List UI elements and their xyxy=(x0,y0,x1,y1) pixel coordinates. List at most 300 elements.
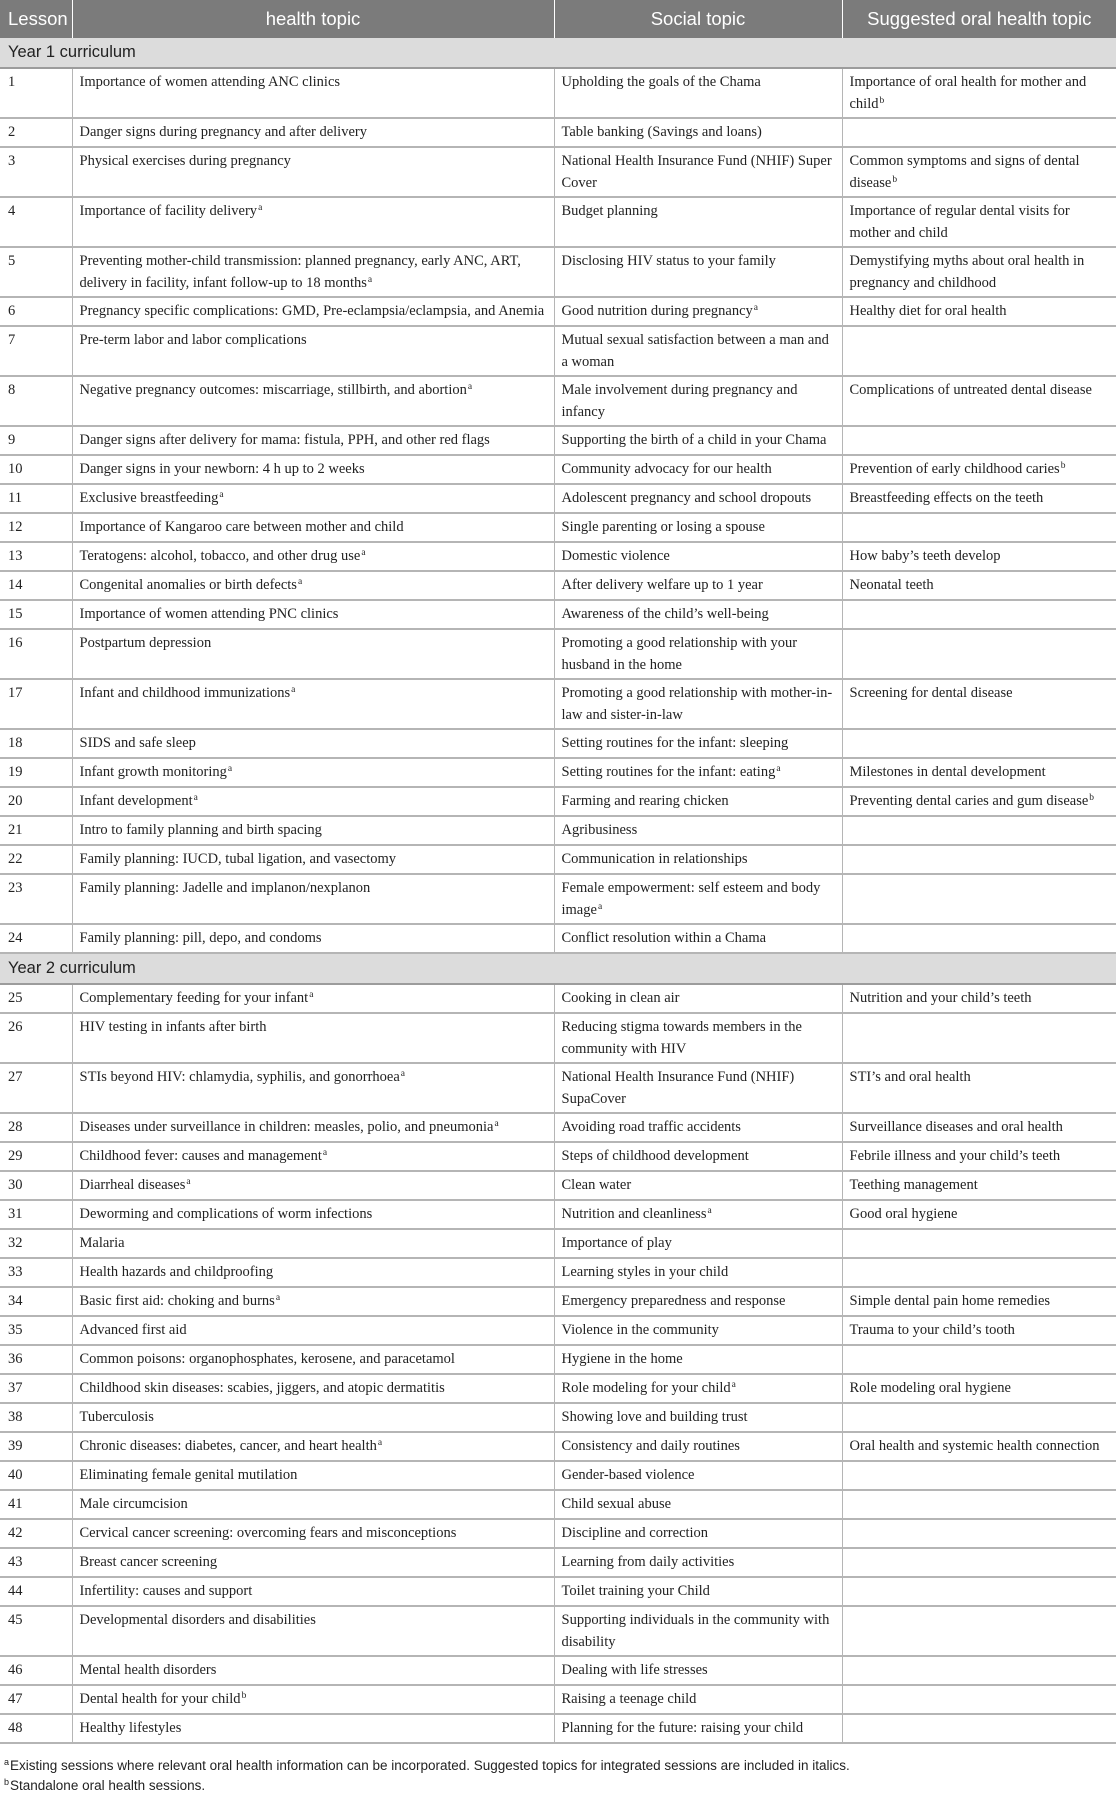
table-row xyxy=(0,1432,1116,1461)
lesson-number-text: 37 xyxy=(8,1380,23,1396)
social-topic xyxy=(554,1577,842,1606)
social-topic xyxy=(554,297,842,326)
oral-health-topic xyxy=(842,1374,1116,1403)
footnote-marker: a xyxy=(297,577,303,587)
social-topic xyxy=(554,197,842,247)
health-topic xyxy=(72,758,554,787)
oral-health-topic xyxy=(842,1113,1116,1142)
health-topic xyxy=(72,1113,554,1142)
social-topic xyxy=(554,729,842,758)
lesson-number xyxy=(0,147,72,197)
lesson-number xyxy=(0,845,72,874)
social-topic-text: Adolescent pregnancy and school dropouts xyxy=(561,490,812,506)
table-row xyxy=(0,1316,1116,1345)
table-row xyxy=(0,1519,1116,1548)
health-topic-text: Importance of facility delivery xyxy=(79,203,258,219)
social-topic xyxy=(554,326,842,376)
oral-health-topic xyxy=(842,629,1116,679)
footnote-marker: a xyxy=(291,685,296,695)
health-topic xyxy=(72,68,554,118)
lesson-number-text: 41 xyxy=(8,1496,23,1512)
health-topic-text: Childhood fever: causes and management xyxy=(79,1148,322,1164)
social-topic-text: Communication in relationships xyxy=(561,851,748,867)
lesson-number-text: 31 xyxy=(8,1206,23,1222)
social-topic-text: Steps of childhood development xyxy=(561,1148,749,1164)
table-row xyxy=(0,1374,1116,1403)
header-lesson: Lesson xyxy=(0,0,72,38)
social-topic xyxy=(554,1403,842,1432)
lesson-number-text: 3 xyxy=(8,153,16,169)
oral-health-topic xyxy=(842,787,1116,816)
lesson-number xyxy=(0,542,72,571)
header-social-topic: Social topic xyxy=(554,0,842,38)
health-topic-text: Danger signs in your newborn: 4 h up to 2 weeks xyxy=(79,461,365,477)
oral-health-topic xyxy=(842,1656,1116,1685)
health-topic xyxy=(72,1606,554,1656)
social-topic xyxy=(554,1656,842,1685)
social-topic xyxy=(554,1374,842,1403)
health-topic xyxy=(72,1063,554,1113)
lesson-number-text: 14 xyxy=(8,577,23,593)
lesson-number xyxy=(0,1142,72,1171)
footnote-mark: b xyxy=(4,1777,10,1787)
lesson-number-text: 47 xyxy=(8,1691,23,1707)
health-topic xyxy=(72,542,554,571)
social-topic-text: Mutual sexual satisfaction between a man and a woman xyxy=(561,332,829,370)
social-topic xyxy=(554,1345,842,1374)
table-row xyxy=(0,816,1116,845)
oral-health-topic xyxy=(842,1519,1116,1548)
lesson-number xyxy=(0,1606,72,1656)
table-row xyxy=(0,1063,1116,1113)
health-topic xyxy=(72,1013,554,1063)
section-header-row xyxy=(0,953,1116,984)
lesson-number-text: 18 xyxy=(8,735,23,751)
social-topic-text: Hygiene in the home xyxy=(561,1351,683,1367)
health-topic-text: Developmental disorders and disabilities xyxy=(79,1612,316,1628)
oral-health-topic-text: Neonatal teeth xyxy=(849,577,934,593)
footnote-marker: b xyxy=(1060,461,1066,471)
social-topic xyxy=(554,1490,842,1519)
oral-health-topic-text: Trauma to your child’s tooth xyxy=(849,1322,1015,1338)
footnote-text: Existing sessions where relevant oral health information can be incorporated. Suggested topics for integrated sessions are included in italics. xyxy=(10,1758,850,1773)
lesson-number xyxy=(0,1258,72,1287)
lesson-number xyxy=(0,1229,72,1258)
footnote-marker: a xyxy=(400,1069,406,1079)
lesson-number-text: 38 xyxy=(8,1409,23,1425)
health-topic xyxy=(72,1345,554,1374)
health-topic-text: Importance of women attending PNC clinics xyxy=(79,606,339,622)
lesson-number xyxy=(0,571,72,600)
oral-health-topic xyxy=(842,1063,1116,1113)
lesson-number-text: 9 xyxy=(8,432,16,448)
oral-health-topic xyxy=(842,1577,1116,1606)
lesson-number xyxy=(0,1316,72,1345)
health-topic-text: Preventing mother-child transmission: planned pregnancy, early ANC, ART, delivery in facility, infant follow-up to 18 months xyxy=(79,253,521,291)
lesson-number-text: 1 xyxy=(8,74,16,90)
table-row xyxy=(0,874,1116,924)
health-topic-text: Teratogens: alcohol, tobacco, and other drug use xyxy=(79,548,361,564)
lesson-number-text: 13 xyxy=(8,548,23,564)
health-topic xyxy=(72,571,554,600)
social-topic-text: Cooking in clean air xyxy=(561,990,680,1006)
footnote-marker: a xyxy=(494,1119,499,1129)
health-topic-text: Physical exercises during pregnancy xyxy=(79,153,291,169)
footnote-marker: a xyxy=(258,203,263,213)
social-topic-text: Male involvement during pregnancy and infancy xyxy=(561,382,798,420)
footnote-marker: a xyxy=(219,490,224,500)
lesson-number xyxy=(0,629,72,679)
table-row xyxy=(0,513,1116,542)
lesson-number-text: 25 xyxy=(8,990,23,1006)
social-topic-text: Child sexual abuse xyxy=(561,1496,672,1512)
health-topic-text: Infant and childhood immunizations xyxy=(79,685,291,701)
health-topic-text: Deworming and complications of worm infections xyxy=(79,1206,373,1222)
lesson-number-text: 40 xyxy=(8,1467,23,1483)
oral-health-topic xyxy=(842,68,1116,118)
lesson-number xyxy=(0,1461,72,1490)
health-topic-text: Pre-term labor and labor complications xyxy=(79,332,307,348)
social-topic-text: Raising a teenage child xyxy=(561,1691,697,1707)
lesson-number xyxy=(0,600,72,629)
health-topic xyxy=(72,1200,554,1229)
health-topic-text: Dental health for your child xyxy=(79,1691,241,1707)
oral-health-topic-text: Breastfeeding effects on the teeth xyxy=(849,490,1044,506)
table-row xyxy=(0,197,1116,247)
lesson-number xyxy=(0,247,72,297)
lesson-number-text: 17 xyxy=(8,685,23,701)
social-topic xyxy=(554,376,842,426)
social-topic-text: Learning styles in your child xyxy=(561,1264,729,1280)
health-topic-text: Malaria xyxy=(79,1235,125,1251)
social-topic xyxy=(554,542,842,571)
oral-health-topic-text: Oral health and systemic health connection xyxy=(849,1438,1100,1454)
section-title: Year 2 curriculum xyxy=(0,953,1116,984)
health-topic-text: Diarrheal diseases xyxy=(79,1177,186,1193)
lesson-number-text: 22 xyxy=(8,851,23,867)
health-topic xyxy=(72,247,554,297)
oral-health-topic-text: Milestones in dental development xyxy=(849,764,1046,780)
health-topic xyxy=(72,455,554,484)
social-topic xyxy=(554,484,842,513)
health-topic xyxy=(72,1461,554,1490)
footnote-marker: a xyxy=(361,548,366,558)
health-topic xyxy=(72,1432,554,1461)
social-topic-text: Role modeling for your child xyxy=(561,1380,731,1396)
lesson-number xyxy=(0,1403,72,1432)
table-row xyxy=(0,147,1116,197)
social-topic-text: Nutrition and cleanliness xyxy=(561,1206,707,1222)
oral-health-topic xyxy=(842,758,1116,787)
lesson-number-text: 34 xyxy=(8,1293,23,1309)
table-row xyxy=(0,758,1116,787)
lesson-number-text: 28 xyxy=(8,1119,23,1135)
health-topic-text: Male circumcision xyxy=(79,1496,188,1512)
oral-health-topic xyxy=(842,197,1116,247)
lesson-number-text: 8 xyxy=(8,382,16,398)
table-row xyxy=(0,571,1116,600)
health-topic-text: Advanced first aid xyxy=(79,1322,187,1338)
footnote-marker: b xyxy=(879,95,885,106)
social-topic xyxy=(554,874,842,924)
social-topic-text: Showing love and building trust xyxy=(561,1409,748,1425)
social-topic-text: Consistency and daily routines xyxy=(561,1438,740,1454)
lesson-number-text: 7 xyxy=(8,332,16,348)
lesson-number-text: 45 xyxy=(8,1612,23,1628)
health-topic-text: Chronic diseases: diabetes, cancer, and heart health xyxy=(79,1438,377,1454)
section-title: Year 1 curriculum xyxy=(0,38,1116,68)
footnote-marker: a xyxy=(275,1293,281,1303)
health-topic xyxy=(72,297,554,326)
health-topic xyxy=(72,1490,554,1519)
lesson-number xyxy=(0,984,72,1013)
social-topic xyxy=(554,816,842,845)
health-topic xyxy=(72,1403,554,1432)
footnote-marker: a xyxy=(731,1380,736,1390)
social-topic xyxy=(554,1013,842,1063)
lesson-number xyxy=(0,197,72,247)
table-row xyxy=(0,542,1116,571)
health-topic-text: Diseases under surveillance in children: measles, polio, and pneumonia xyxy=(79,1119,494,1135)
table-row xyxy=(0,455,1116,484)
oral-health-topic xyxy=(842,1685,1116,1714)
table-row xyxy=(0,1461,1116,1490)
social-topic-text: Female empowerment: self esteem and body image xyxy=(561,880,821,918)
social-topic xyxy=(554,118,842,147)
social-topic-text: Discipline and correction xyxy=(561,1525,709,1541)
table-row xyxy=(0,1345,1116,1374)
health-topic xyxy=(72,874,554,924)
oral-health-topic xyxy=(842,1258,1116,1287)
social-topic xyxy=(554,924,842,953)
social-topic-text: Supporting the birth of a child in your Chama xyxy=(561,432,827,448)
social-topic xyxy=(554,600,842,629)
social-topic-text: Table banking (Savings and loans) xyxy=(561,124,762,140)
footnote xyxy=(4,1776,1112,1796)
table-row xyxy=(0,1013,1116,1063)
lesson-number xyxy=(0,787,72,816)
lesson-number xyxy=(0,118,72,147)
lesson-number xyxy=(0,1714,72,1743)
lesson-number xyxy=(0,758,72,787)
lesson-number-text: 11 xyxy=(8,490,22,506)
lesson-number-text: 29 xyxy=(8,1148,23,1164)
table-row xyxy=(0,1577,1116,1606)
footnote-marker: a xyxy=(193,793,198,803)
lesson-number-text: 43 xyxy=(8,1554,23,1570)
health-topic-text: STIs beyond HIV: chlamydia, syphilis, and gonorrhoea xyxy=(79,1069,400,1085)
table-row xyxy=(0,1200,1116,1229)
footnotes xyxy=(0,1744,1116,1796)
social-topic xyxy=(554,629,842,679)
oral-health-topic xyxy=(842,924,1116,953)
social-topic-text: Gender-based violence xyxy=(561,1467,695,1483)
lesson-number xyxy=(0,1519,72,1548)
lesson-number xyxy=(0,1548,72,1577)
social-topic-text: Dealing with life stresses xyxy=(561,1662,708,1678)
health-topic-text: SIDS and safe sleep xyxy=(79,735,196,751)
oral-health-topic-text: Surveillance diseases and oral health xyxy=(849,1119,1063,1135)
table-row xyxy=(0,1287,1116,1316)
section-header-row xyxy=(0,38,1116,68)
social-topic xyxy=(554,1685,842,1714)
social-topic-text: Emergency preparedness and response xyxy=(561,1293,786,1309)
social-topic xyxy=(554,147,842,197)
oral-health-topic xyxy=(842,118,1116,147)
social-topic xyxy=(554,787,842,816)
footnote-marker: a xyxy=(227,764,233,774)
health-topic xyxy=(72,729,554,758)
health-topic-text: Common poisons: organophosphates, kerosene, and paracetamol xyxy=(79,1351,455,1367)
health-topic xyxy=(72,1714,554,1743)
social-topic xyxy=(554,1229,842,1258)
table-body xyxy=(0,38,1116,1743)
health-topic xyxy=(72,1258,554,1287)
social-topic xyxy=(554,1142,842,1171)
lesson-number xyxy=(0,1656,72,1685)
table-row xyxy=(0,600,1116,629)
footnote-marker: a xyxy=(377,1438,383,1448)
health-topic-text: Danger signs during pregnancy and after delivery xyxy=(79,124,367,140)
health-topic-text: Pregnancy specific complications: GMD, Pre-eclampsia/eclampsia, and Anemia xyxy=(79,303,545,319)
table-header xyxy=(0,0,1116,38)
oral-health-topic-text: STI’s and oral health xyxy=(849,1069,971,1085)
social-topic-text: Importance of play xyxy=(561,1235,672,1251)
oral-health-topic xyxy=(842,1200,1116,1229)
health-topic-text: Breast cancer screening xyxy=(79,1554,218,1570)
footnote-marker: a xyxy=(776,764,781,774)
health-topic xyxy=(72,787,554,816)
oral-health-topic-text: Febrile illness and your child’s teeth xyxy=(849,1148,1061,1164)
social-topic xyxy=(554,845,842,874)
health-topic-text: Negative pregnancy outcomes: miscarriage, stillbirth, and abortion xyxy=(79,382,467,398)
oral-health-topic-text: Importance of regular dental visits for mother and child xyxy=(849,203,1070,241)
social-topic-text: Avoiding road traffic accidents xyxy=(561,1119,741,1135)
oral-health-topic xyxy=(842,1432,1116,1461)
health-topic xyxy=(72,1374,554,1403)
health-topic-text: Childhood skin diseases: scabies, jiggers, and atopic dermatitis xyxy=(79,1380,445,1396)
social-topic xyxy=(554,455,842,484)
oral-health-topic-text: Nutrition and your child’s teeth xyxy=(849,990,1032,1006)
lesson-number-text: 26 xyxy=(8,1019,23,1035)
oral-health-topic xyxy=(842,542,1116,571)
health-topic xyxy=(72,1548,554,1577)
lesson-number xyxy=(0,1063,72,1113)
table-row xyxy=(0,1714,1116,1743)
social-topic-text: National Health Insurance Fund (NHIF) SupaCover xyxy=(561,1069,795,1107)
health-topic xyxy=(72,1229,554,1258)
lesson-number-text: 42 xyxy=(8,1525,23,1541)
footnote-marker: b xyxy=(241,1691,247,1701)
social-topic xyxy=(554,1171,842,1200)
table-row xyxy=(0,787,1116,816)
table-row xyxy=(0,118,1116,147)
oral-health-topic-text: Demystifying myths about oral health in pregnancy and childhood xyxy=(849,253,1085,291)
table-row xyxy=(0,484,1116,513)
social-topic xyxy=(554,1258,842,1287)
lesson-number-text: 46 xyxy=(8,1662,23,1678)
social-topic-text: Good nutrition during pregnancy xyxy=(561,303,753,319)
lesson-number-text: 32 xyxy=(8,1235,23,1251)
lesson-number-text: 12 xyxy=(8,519,23,535)
lesson-number xyxy=(0,1432,72,1461)
health-topic-text: Importance of women attending ANC clinics xyxy=(79,74,341,90)
health-topic xyxy=(72,147,554,197)
table-row xyxy=(0,845,1116,874)
oral-health-topic xyxy=(842,1013,1116,1063)
lesson-number-text: 44 xyxy=(8,1583,23,1599)
social-topic-text: After delivery welfare up to 1 year xyxy=(561,577,763,593)
oral-health-topic xyxy=(842,247,1116,297)
social-topic xyxy=(554,758,842,787)
oral-health-topic xyxy=(842,513,1116,542)
health-topic-text: Importance of Kangaroo care between mother and child xyxy=(79,519,404,535)
oral-health-topic xyxy=(842,816,1116,845)
social-topic xyxy=(554,1287,842,1316)
lesson-number xyxy=(0,513,72,542)
lesson-number xyxy=(0,1171,72,1200)
oral-health-topic xyxy=(842,147,1116,197)
social-topic xyxy=(554,426,842,455)
health-topic xyxy=(72,1171,554,1200)
social-topic-text: Conflict resolution within a Chama xyxy=(561,930,767,946)
lesson-number xyxy=(0,426,72,455)
social-topic-text: Reducing stigma towards members in the community with HIV xyxy=(561,1019,802,1057)
lesson-number xyxy=(0,1287,72,1316)
social-topic-text: Disclosing HIV status to your family xyxy=(561,253,776,269)
health-topic xyxy=(72,118,554,147)
social-topic-text: Setting routines for the infant: eating xyxy=(561,764,776,780)
oral-health-topic xyxy=(842,1287,1116,1316)
social-topic-text: Budget planning xyxy=(561,203,658,219)
oral-health-topic xyxy=(842,455,1116,484)
social-topic-text: Single parenting or losing a spouse xyxy=(561,519,765,535)
header-row xyxy=(0,0,1116,38)
health-topic xyxy=(72,1685,554,1714)
lesson-number-text: 36 xyxy=(8,1351,23,1367)
oral-health-topic-text: Screening for dental disease xyxy=(849,685,1013,701)
table-row xyxy=(0,1229,1116,1258)
oral-health-topic xyxy=(842,679,1116,729)
health-topic-text: Infant development xyxy=(79,793,193,809)
lesson-number xyxy=(0,1345,72,1374)
lesson-number-text: 23 xyxy=(8,880,23,896)
oral-health-topic-text: Good oral hygiene xyxy=(849,1206,958,1222)
lesson-number-text: 16 xyxy=(8,635,23,651)
health-topic xyxy=(72,1287,554,1316)
health-topic-text: Exclusive breastfeeding xyxy=(79,490,219,506)
social-topic xyxy=(554,68,842,118)
lesson-number-text: 2 xyxy=(8,124,16,140)
table-row xyxy=(0,326,1116,376)
social-topic xyxy=(554,1432,842,1461)
oral-health-topic xyxy=(842,1403,1116,1432)
lesson-number-text: 24 xyxy=(8,930,23,946)
social-topic-text: Promoting a good relationship with mother-in-law and sister-in-law xyxy=(561,685,833,723)
footnote-marker: a xyxy=(309,990,314,1000)
footnote-text: Standalone oral health sessions. xyxy=(10,1778,206,1793)
oral-health-topic-text: Role modeling oral hygiene xyxy=(849,1380,1011,1396)
health-topic-text: Basic first aid: choking and burns xyxy=(79,1293,275,1309)
lesson-number xyxy=(0,68,72,118)
social-topic xyxy=(554,1113,842,1142)
lesson-number xyxy=(0,326,72,376)
social-topic xyxy=(554,513,842,542)
social-topic xyxy=(554,571,842,600)
footnote-marker: a xyxy=(753,303,759,313)
health-topic-text: Cervical cancer screening: overcoming fears and misconceptions xyxy=(79,1525,457,1541)
table-row xyxy=(0,297,1116,326)
